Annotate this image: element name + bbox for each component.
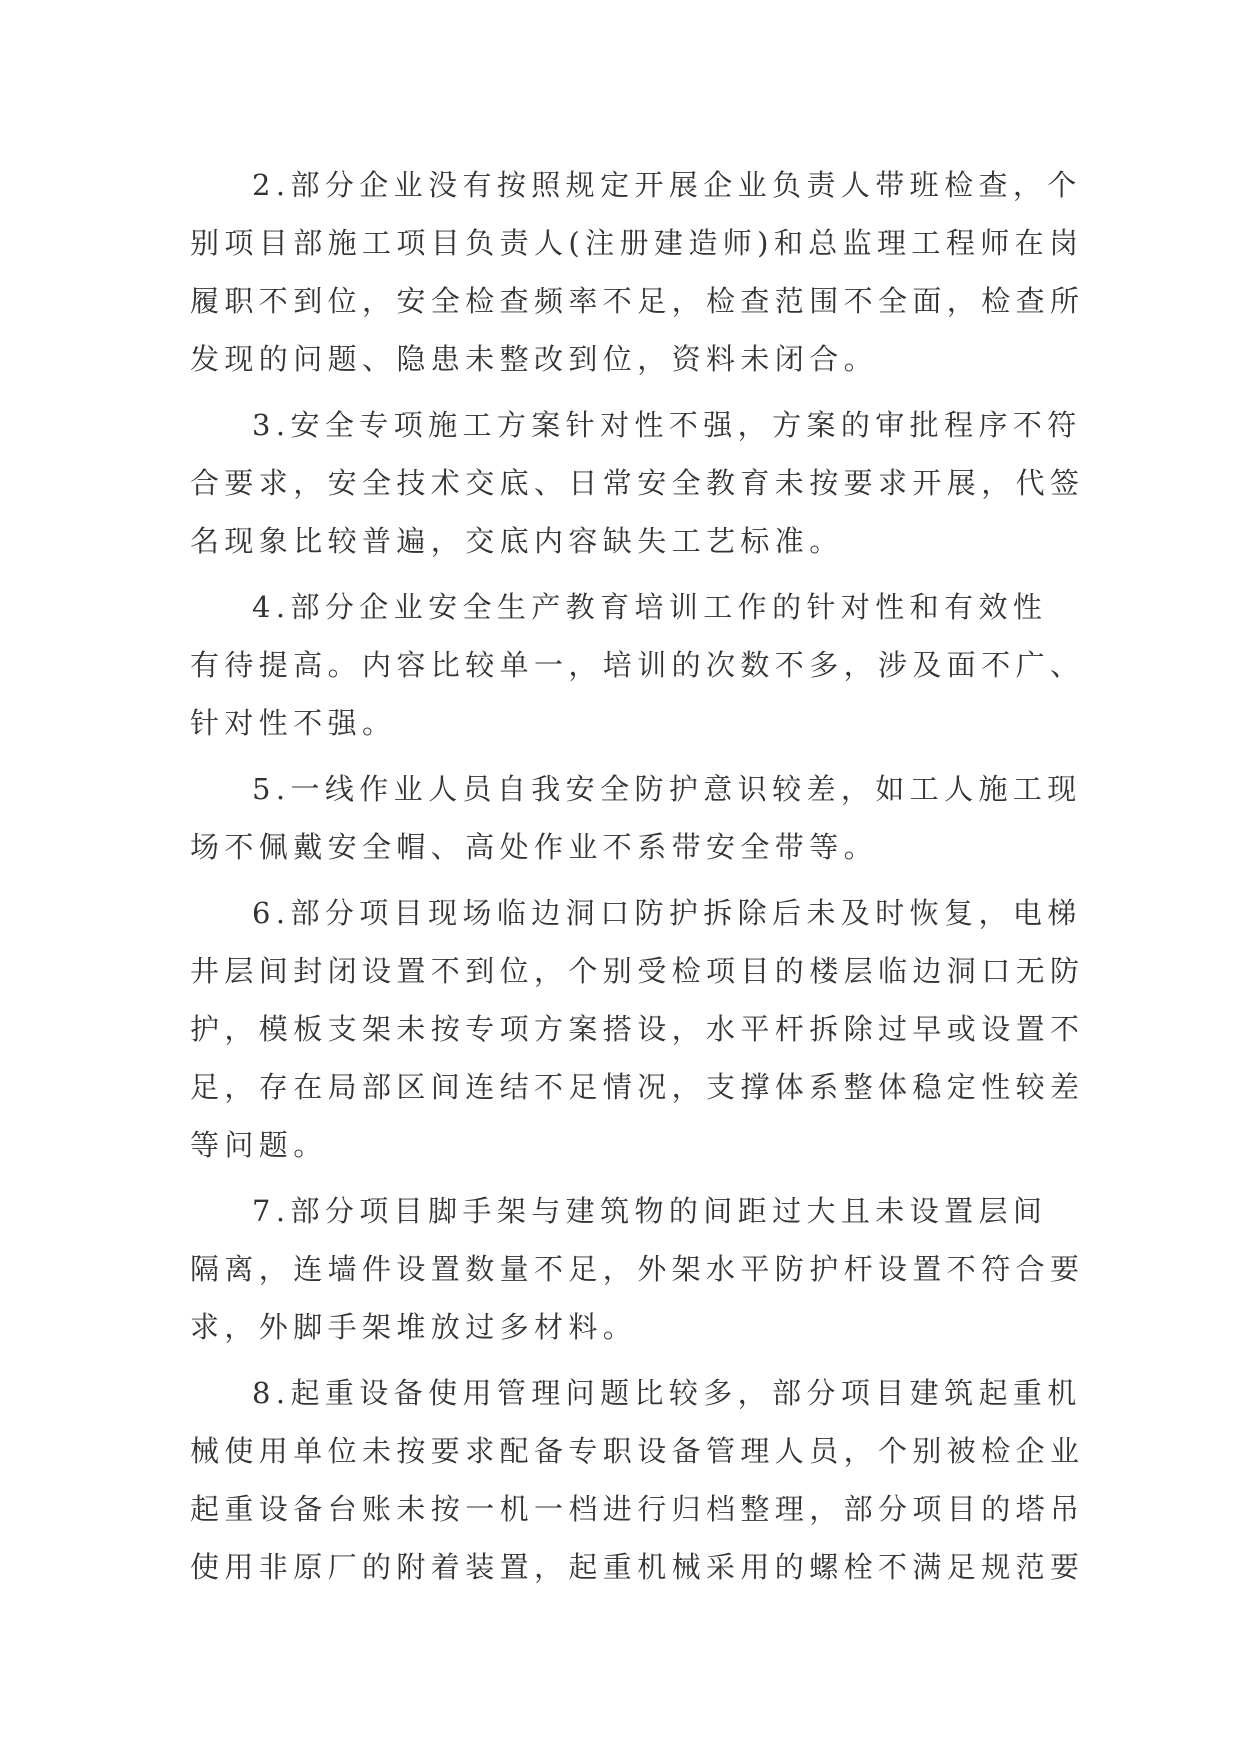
- paragraph-5: [190, 760, 1082, 876]
- paragraph-7: [190, 1182, 1085, 1356]
- paragraph-line: 发现的问题、隐患未整改到位，资料未闭合。: [190, 342, 879, 376]
- paragraph-line: 隔离，连墙件设置数量不足，外架水平防护杆设置不符合要: [190, 1252, 1085, 1286]
- paragraph-line: 8.起重设备使用管理问题比较多，部分项目建筑起重机: [252, 1376, 1082, 1410]
- paragraph-line: 5.一线作业人员自我安全防护意识较差，如工人施工现: [252, 772, 1082, 806]
- paragraph-line: 履职不到位，安全检查频率不足，检查范围不全面，检查所: [190, 284, 1085, 318]
- paragraph-line: 2.部分企业没有按照规定开展企业负责人带班检查，个: [252, 168, 1082, 202]
- paragraph-6: [190, 884, 1085, 1174]
- paragraph-line: 3.安全专项施工方案针对性不强，方案的审批程序不符: [252, 408, 1082, 442]
- paragraph-line: 有待提高。内容比较单一，培训的次数不多，涉及面不广、: [190, 648, 1085, 682]
- paragraph-line: 名现象比较普遍，交底内容缺失工艺标准。: [190, 524, 844, 558]
- paragraph-line: 足，存在局部区间连结不足情况，支撑体系整体稳定性较差: [190, 1070, 1085, 1104]
- document-body: [190, 156, 1085, 1604]
- paragraph-line: 4.部分企业安全生产教育培训工作的针对性和有效性: [252, 590, 1048, 624]
- paragraph-8: [190, 1364, 1085, 1596]
- paragraph-line: 7.部分项目脚手架与建筑物的间距过大且未设置层间: [252, 1194, 1048, 1228]
- paragraph-3: [190, 396, 1085, 570]
- paragraph-line: 求，外脚手架堆放过多材料。: [190, 1310, 638, 1344]
- paragraph-line: 等问题。: [190, 1128, 328, 1162]
- paragraph-line: 护，模板支架未按专项方案搭设，水平杆拆除过早或设置不: [190, 1012, 1085, 1046]
- paragraph-line: 井层间封闭设置不到位，个别受检项目的楼层临边洞口无防: [190, 954, 1085, 988]
- paragraph-line: 针对性不强。: [190, 706, 397, 740]
- paragraph-line: 合要求，安全技术交底、日常安全教育未按要求开展，代签: [190, 466, 1085, 500]
- paragraph-line: 6.部分项目现场临边洞口防护拆除后未及时恢复，电梯: [252, 896, 1082, 930]
- paragraph-4: [190, 578, 1085, 752]
- paragraph-line: 使用非原厂的附着装置，起重机械采用的螺栓不满足规范要: [190, 1550, 1085, 1584]
- paragraph-line: 场不佩戴安全帽、高处作业不系带安全带等。: [190, 830, 879, 864]
- paragraph-2: [190, 156, 1085, 388]
- paragraph-line: 械使用单位未按要求配备专职设备管理人员，个别被检企业: [190, 1434, 1085, 1468]
- paragraph-line: 别项目部施工项目负责人(注册建造师)和总监理工程师在岗: [190, 226, 1084, 260]
- paragraph-line: 起重设备台账未按一机一档进行归档整理，部分项目的塔吊: [190, 1492, 1085, 1526]
